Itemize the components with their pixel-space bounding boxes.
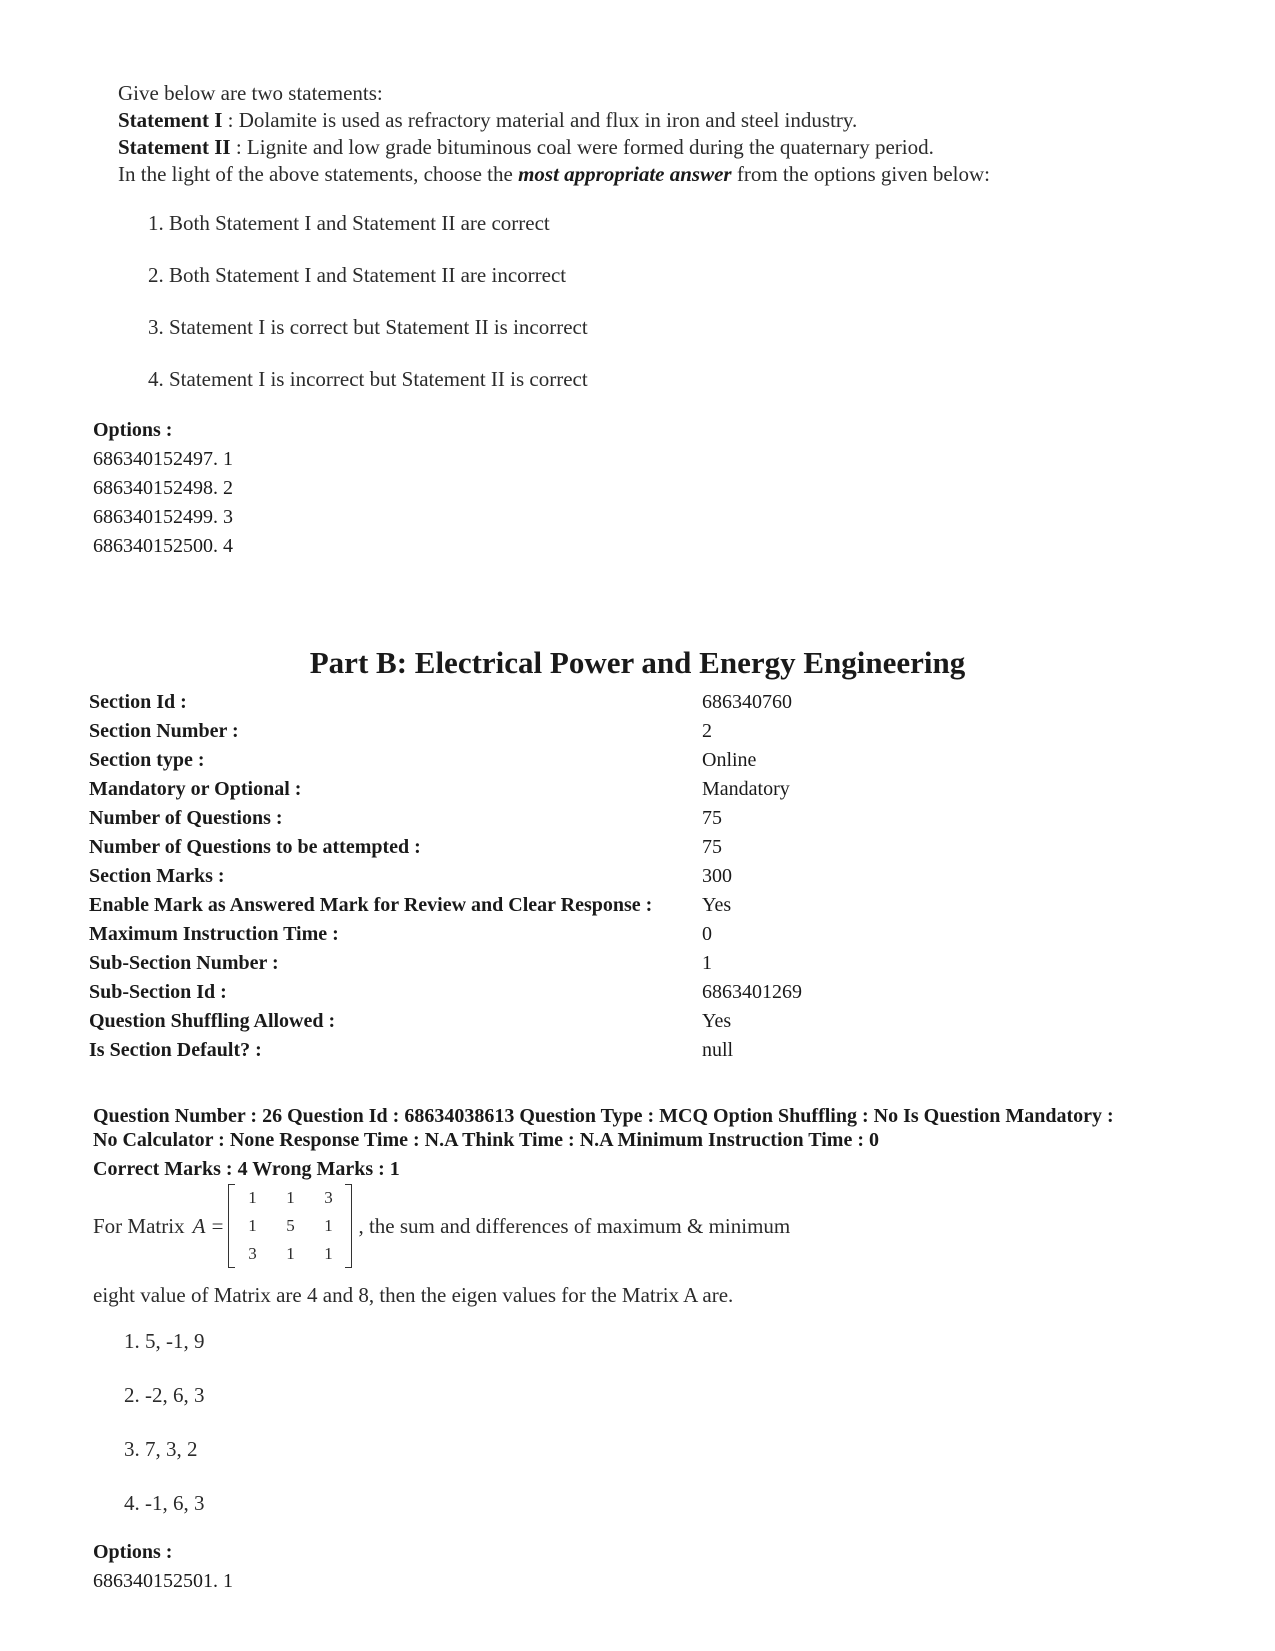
matrix-cell: 1 [286,1188,295,1207]
matrix-statement [93,1180,790,1272]
section-key: Enable Mark as Answered Mark for Review and Clear Response : [89,894,653,916]
matrix-cell: 5 [286,1216,295,1235]
section-key: Section type : [89,749,205,771]
section-key: Sub-Section Id : [89,981,227,1003]
matrix-cell: 1 [286,1244,295,1263]
section-value: 1 [702,952,712,974]
option-id: 686340152500. 4 [93,535,233,557]
statement-1-label: Statement I [118,108,223,132]
section-value: 300 [702,865,732,887]
question-2-meta [93,1104,1243,1181]
statement-1 [118,107,1218,134]
matrix-variable: A = [192,1213,225,1238]
options-label: Options : [93,419,173,441]
choice-item: 2. Both Statement I and Statement II are incorrect [148,263,567,287]
instruction-emphasis: most appropriate answer [518,162,732,186]
matrix-cell: 3 [248,1244,257,1263]
question-1-options [93,416,233,561]
instruction-after: from the options given below: [731,162,990,186]
section-key: Sub-Section Number : [89,952,279,974]
choice-item: 4. Statement I is incorrect but Statement II is correct [148,367,588,391]
section-key: Maximum Instruction Time : [89,923,339,945]
section-value: null [702,1039,734,1061]
section-key: Is Section Default? : [89,1039,262,1061]
matrix-cell: 1 [324,1216,333,1235]
section-value: Yes [702,1010,732,1032]
section-value: 0 [702,923,712,945]
question-meta-line: No Calculator : None Response Time : N.A Think Time : N.A Minimum Instruction Time : 0 [93,1129,879,1151]
choice-item: 1. Both Statement I and Statement II are correct [148,211,550,235]
section-value: 2 [702,720,712,742]
section-value: 6863401269 [702,981,802,1003]
section-value: 75 [702,836,722,858]
section-value: Online [702,749,757,771]
options-label: Options : [93,1541,173,1563]
matrix-cell: 1 [324,1244,333,1263]
option-id: 686340152499. 3 [93,506,233,528]
question-1 [118,80,1218,416]
choice-item: 3. Statement I is correct but Statement II is incorrect [148,315,588,339]
choice-item: 2. -2, 6, 3 [124,1383,205,1407]
section-key: Mandatory or Optional : [89,778,302,800]
statement-2-label: Statement II [118,135,231,159]
section-key: Question Shuffling Allowed : [89,1010,336,1032]
statement-2 [118,134,1218,161]
section-key: Section Number : [89,720,239,742]
matrix [228,1184,352,1268]
part-title: Part B: Electrical Power and Energy Engineering [309,645,966,680]
section-value: Mandatory [702,778,790,800]
section-value: Yes [702,894,732,916]
question-1-choices [148,208,1218,416]
instruction-before: In the light of the above statements, choose the [118,162,519,186]
statement-1-text: : Dolamite is used as refractory material and flux in iron and steel industry. [222,108,858,132]
matrix-cell: 3 [324,1188,333,1207]
section-key: Section Marks : [89,865,225,887]
question-1-intro: Give below are two statements: [118,81,383,105]
choice-item: 1. 5, -1, 9 [124,1329,205,1353]
matrix-suffix: , the sum and differences of maximum & minimum [358,1213,791,1238]
section-value: 686340760 [702,691,792,713]
choice-item: 3. 7, 3, 2 [124,1437,198,1461]
matrix-prefix: For Matrix [93,1213,185,1238]
section-key: Number of Questions to be attempted : [89,836,421,858]
question-meta-line: Question Number : 26 Question Id : 68634038613 Question Type : MCQ Option Shuffling : No Is Question Mandatory : [93,1105,1114,1127]
question-2-choices [124,1326,205,1542]
option-id: 686340152501. 1 [93,1570,233,1592]
matrix-cell: 1 [248,1216,257,1235]
option-id: 686340152497. 1 [93,448,233,470]
question-2-options [93,1538,233,1596]
statement-2-text: : Lignite and low grade bituminous coal were formed during the quaternary period. [230,135,934,159]
matrix-cell: 1 [248,1188,257,1207]
question-1-instruction [118,161,1218,188]
option-id: 686340152498. 2 [93,477,233,499]
question-marks: Correct Marks : 4 Wrong Marks : 1 [93,1158,400,1180]
question-2-text: eight value of Matrix are 4 and 8, then the eigen values for the Matrix A are. [93,1283,734,1307]
choice-item: 4. -1, 6, 3 [124,1491,205,1515]
section-key: Number of Questions : [89,807,283,829]
section-key: Section Id : [89,691,187,713]
section-value: 75 [702,807,722,829]
